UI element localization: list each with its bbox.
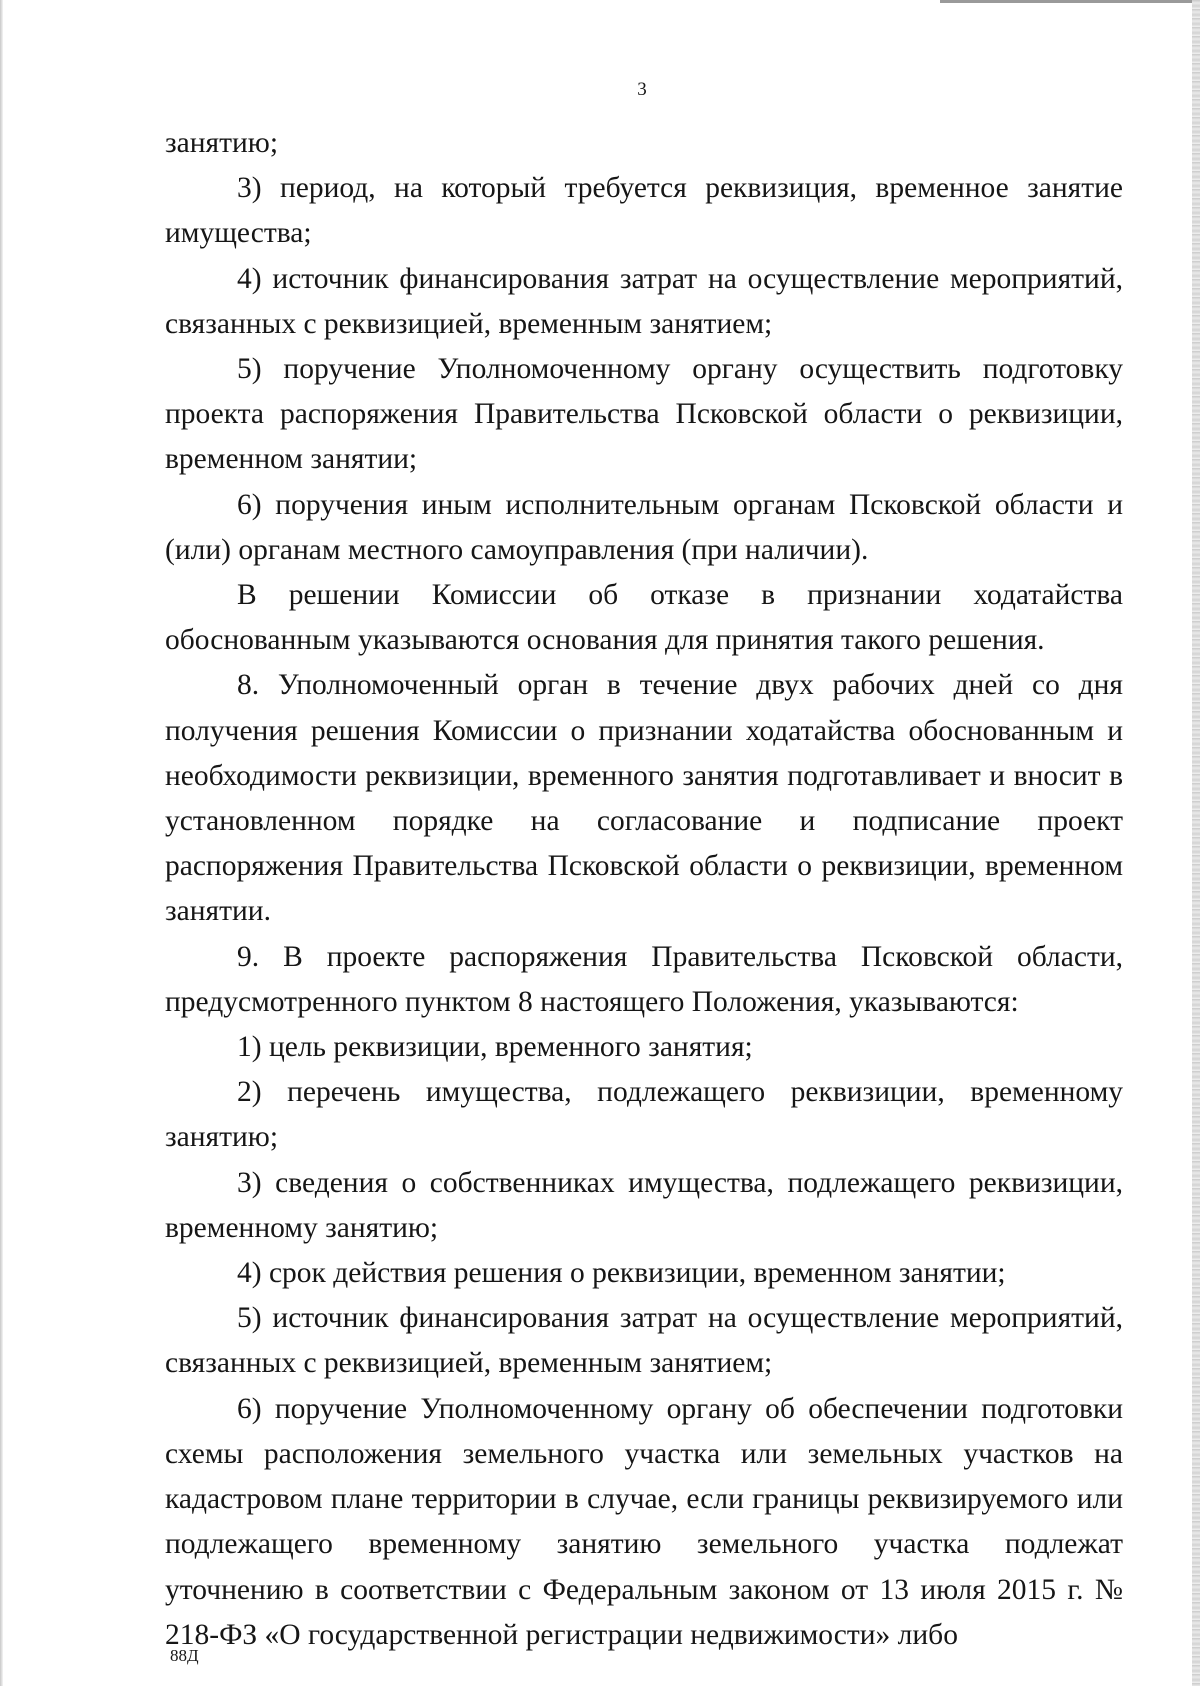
scan-edge-left: [0, 0, 3, 1686]
document-body: [165, 121, 1123, 1658]
paragraph-sub-3-owners: 3) сведения о собственниках имущества, подлежащего реквизиции, временному занятию;: [165, 1166, 1123, 1244]
paragraph-sub-6-cadastral: 6) поручение Уполномоченному органу об обеспечении подготовки схемы расположения земельного участка или земельных участков на кадастровом плане территории в случае, если границы реквизируемого или подлежащего временному занятию земельного участка подлежат уточнению в соответствии с Федеральным законом от 13 июля 2015 г. № 218-ФЗ «О государственной регистрации недвижимости» либо: [165, 1392, 1123, 1651]
paragraph-item-3-period: 3) период, на который требуется реквизиция, временное занятие имущества;: [165, 172, 1123, 250]
footer-document-code: 88Д: [170, 1646, 199, 1665]
paragraph-sub-5-funding: 5) источник финансирования затрат на осуществление мероприятий, связанных с реквизицией, временным занятием;: [165, 1302, 1123, 1380]
scan-edge-right: [1192, 0, 1200, 1686]
paragraph-sub-1-purpose: 1) цель реквизиции, временного занятия;: [237, 1031, 753, 1064]
paragraph-item-5-instruction: 5) поручение Уполномоченному органу осуществить подготовку проекта распоряжения Правительства Псковской области о реквизиции, временном занятии;: [165, 353, 1123, 476]
paragraph-continuation: занятию;: [165, 127, 279, 159]
paragraph-item-4-funding: 4) источник финансирования затрат на осуществление мероприятий, связанных с реквизицией, временным занятием;: [165, 262, 1123, 340]
paragraph-section-9: 9. В проекте распоряжения Правительства Псковской области, предусмотренного пунктом 8 настоящего Положения, указываются:: [165, 940, 1123, 1018]
scan-top-rule: [940, 0, 1192, 3]
paragraph-sub-2-property-list: 2) перечень имущества, подлежащего реквизиции, временному занятию;: [165, 1076, 1123, 1154]
paragraph-section-8: 8. Уполномоченный орган в течение двух рабочих дней со дня получения решения Комиссии о признании ходатайства обоснованным и необходимости реквизиции, временного занятия подготавливает и вносит в установленном порядке на согласование и подписание проект распоряжения Правительства Псковской области о реквизиции, временном занятии.: [165, 669, 1123, 928]
page-number: 3: [637, 79, 647, 100]
paragraph-sub-4-term: 4) срок действия решения о реквизиции, временном занятии;: [237, 1257, 1006, 1290]
paragraph-item-6-instructions: 6) поручения иным исполнительным органам Псковской области и (или) органам местного самоуправления (при наличии).: [165, 488, 1123, 566]
paragraph-refusal-decision: В решении Комиссии об отказе в признании ходатайства обоснованным указываются основания для принятия такого решения.: [165, 579, 1123, 657]
